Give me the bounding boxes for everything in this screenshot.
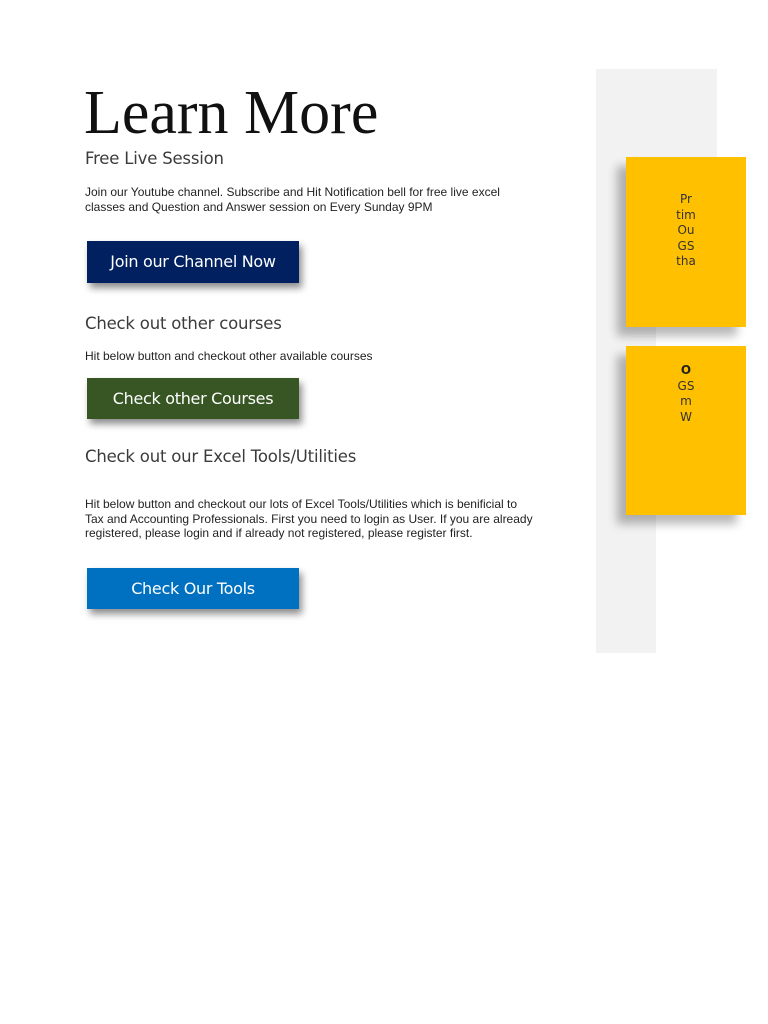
page-title: Learn More: [84, 79, 379, 147]
promo-card-2[interactable]: [626, 346, 746, 515]
promo-card-2-line: O: [680, 363, 692, 377]
live-session-heading: Free Live Session: [85, 149, 224, 168]
live-session-text: Join our Youtube channel. Subscribe and Hit Notification bell for free live excel classes and Question and Answer session on Every Sunday 9PM: [85, 185, 500, 214]
side-cards-container: [596, 150, 696, 550]
promo-card-1[interactable]: [626, 157, 746, 327]
courses-text: Hit below button and checkout other available courses: [85, 349, 373, 363]
promo-card-2-line: m: [680, 394, 692, 408]
join-channel-button[interactable]: Join our Channel Now: [87, 241, 299, 283]
promo-card-1-line: tim: [676, 207, 696, 222]
courses-heading: Check out other courses: [85, 314, 282, 333]
promo-card-1-line: GS: [677, 238, 695, 253]
promo-card-2-line: W: [680, 409, 692, 424]
promo-card-1-line: Pr: [680, 192, 692, 206]
promo-card-2-text: [626, 363, 746, 425]
promo-card-1-line: Ou: [677, 223, 695, 237]
promo-card-2-line: GS: [677, 378, 695, 393]
tools-heading: Check out our Excel Tools/Utilities: [85, 447, 357, 466]
promo-card-1-text: [626, 192, 746, 270]
promo-card-1-line: tha: [676, 254, 696, 268]
check-tools-button[interactable]: Check Our Tools: [87, 568, 299, 609]
check-courses-button[interactable]: Check other Courses: [87, 378, 299, 419]
tools-text: Hit below button and checkout our lots of Excel Tools/Utilities which is benificial to Tax and Accounting Professionals. First you need to login as User. If you are already registered, please login and if already not registered, please register first.: [85, 497, 533, 540]
